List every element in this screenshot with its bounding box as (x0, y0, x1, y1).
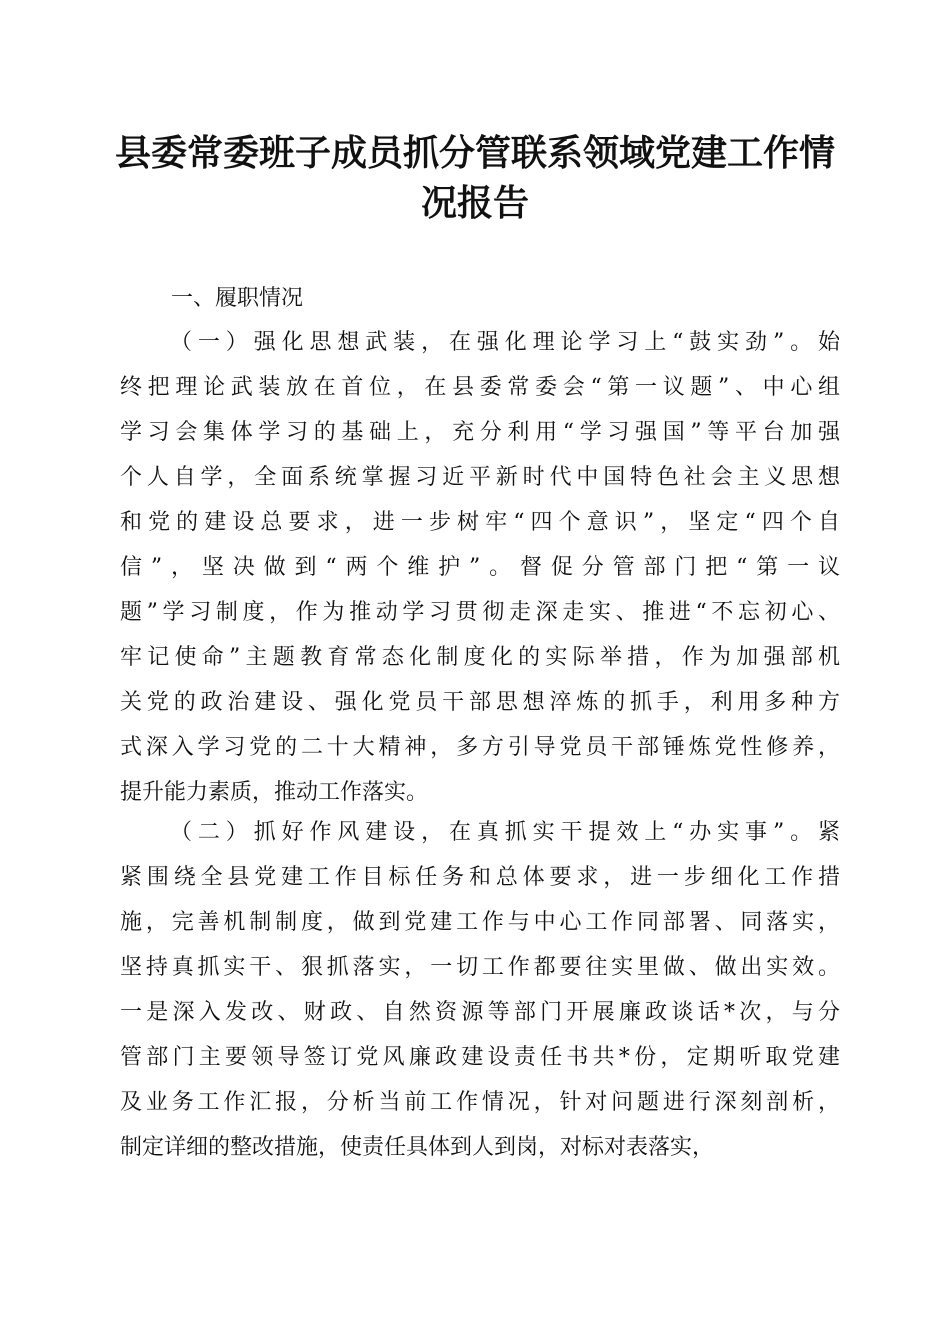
paragraph-line: 题”学习制度，作为推动学习贯彻走深走实、推进“不忘初心、 (120, 600, 840, 625)
paragraph-line: 施，完善机制制度，做到党建工作与中心工作同部署、同落实， (120, 910, 840, 935)
section-heading: 一、履职情况 (171, 286, 304, 311)
paragraph-line: （二）抓好作风建设，在真抓实干提效上“办实事”。紧 (170, 820, 840, 845)
paragraph-line: 个人自学，全面系统掌握习近平新时代中国特色社会主义思想 (120, 465, 840, 490)
paragraph-line: 信”，坚决做到“两个维护”。督促分管部门把“第一议 (120, 555, 840, 580)
paragraph-line: （一）强化思想武装，在强化理论学习上“鼓实劲”。始 (170, 330, 840, 355)
paragraph-line: 制定详细的整改措施，使责任具体到人到岗，对标对表落实， (120, 1135, 715, 1160)
paragraph-line: 及业务工作汇报，分析当前工作情况，针对问题进行深刻剖析， (120, 1090, 840, 1115)
paragraph-line: 终把理论武装放在首位，在县委常委会“第一议题”、中心组 (120, 375, 840, 400)
paragraph-line: 管部门主要领导签订党风廉政建设责任书共*份，定期听取党建 (120, 1045, 840, 1070)
paragraph-line: 一是深入发改、财政、自然资源等部门开展廉政谈话*次，与分 (120, 1000, 840, 1025)
paragraph-line: 和党的建设总要求，进一步树牢“四个意识”，坚定“四个自 (120, 510, 840, 535)
paragraph-line: 学习会集体学习的基础上，充分利用“学习强国”等平台加强 (120, 420, 840, 445)
paragraph-line: 牢记使命”主题教育常态化制度化的实际举措，作为加强部机 (120, 645, 840, 670)
title-line-2: 况报告 (420, 182, 529, 224)
paragraph-line: 式深入学习党的二十大精神，多方引导党员干部锤炼党性修养， (120, 735, 840, 760)
paragraph-line: 紧围绕全县党建工作目标任务和总体要求，进一步细化工作措 (120, 865, 840, 890)
paragraph-2 (120, 810, 840, 1170)
paragraph-1 (120, 320, 840, 815)
paragraph-line: 关党的政治建设、强化党员干部思想淬炼的抓手，利用多种方 (120, 690, 840, 715)
document-title (100, 128, 850, 228)
paragraph-line: 提升能力素质，推动工作落实。 (120, 780, 429, 805)
title-line-1: 县委常委班子成员抓分管联系领域党建工作情 (114, 132, 835, 174)
paragraph-line: 坚持真抓实干、狠抓落实，一切工作都要往实里做、做出实效。 (120, 955, 840, 980)
